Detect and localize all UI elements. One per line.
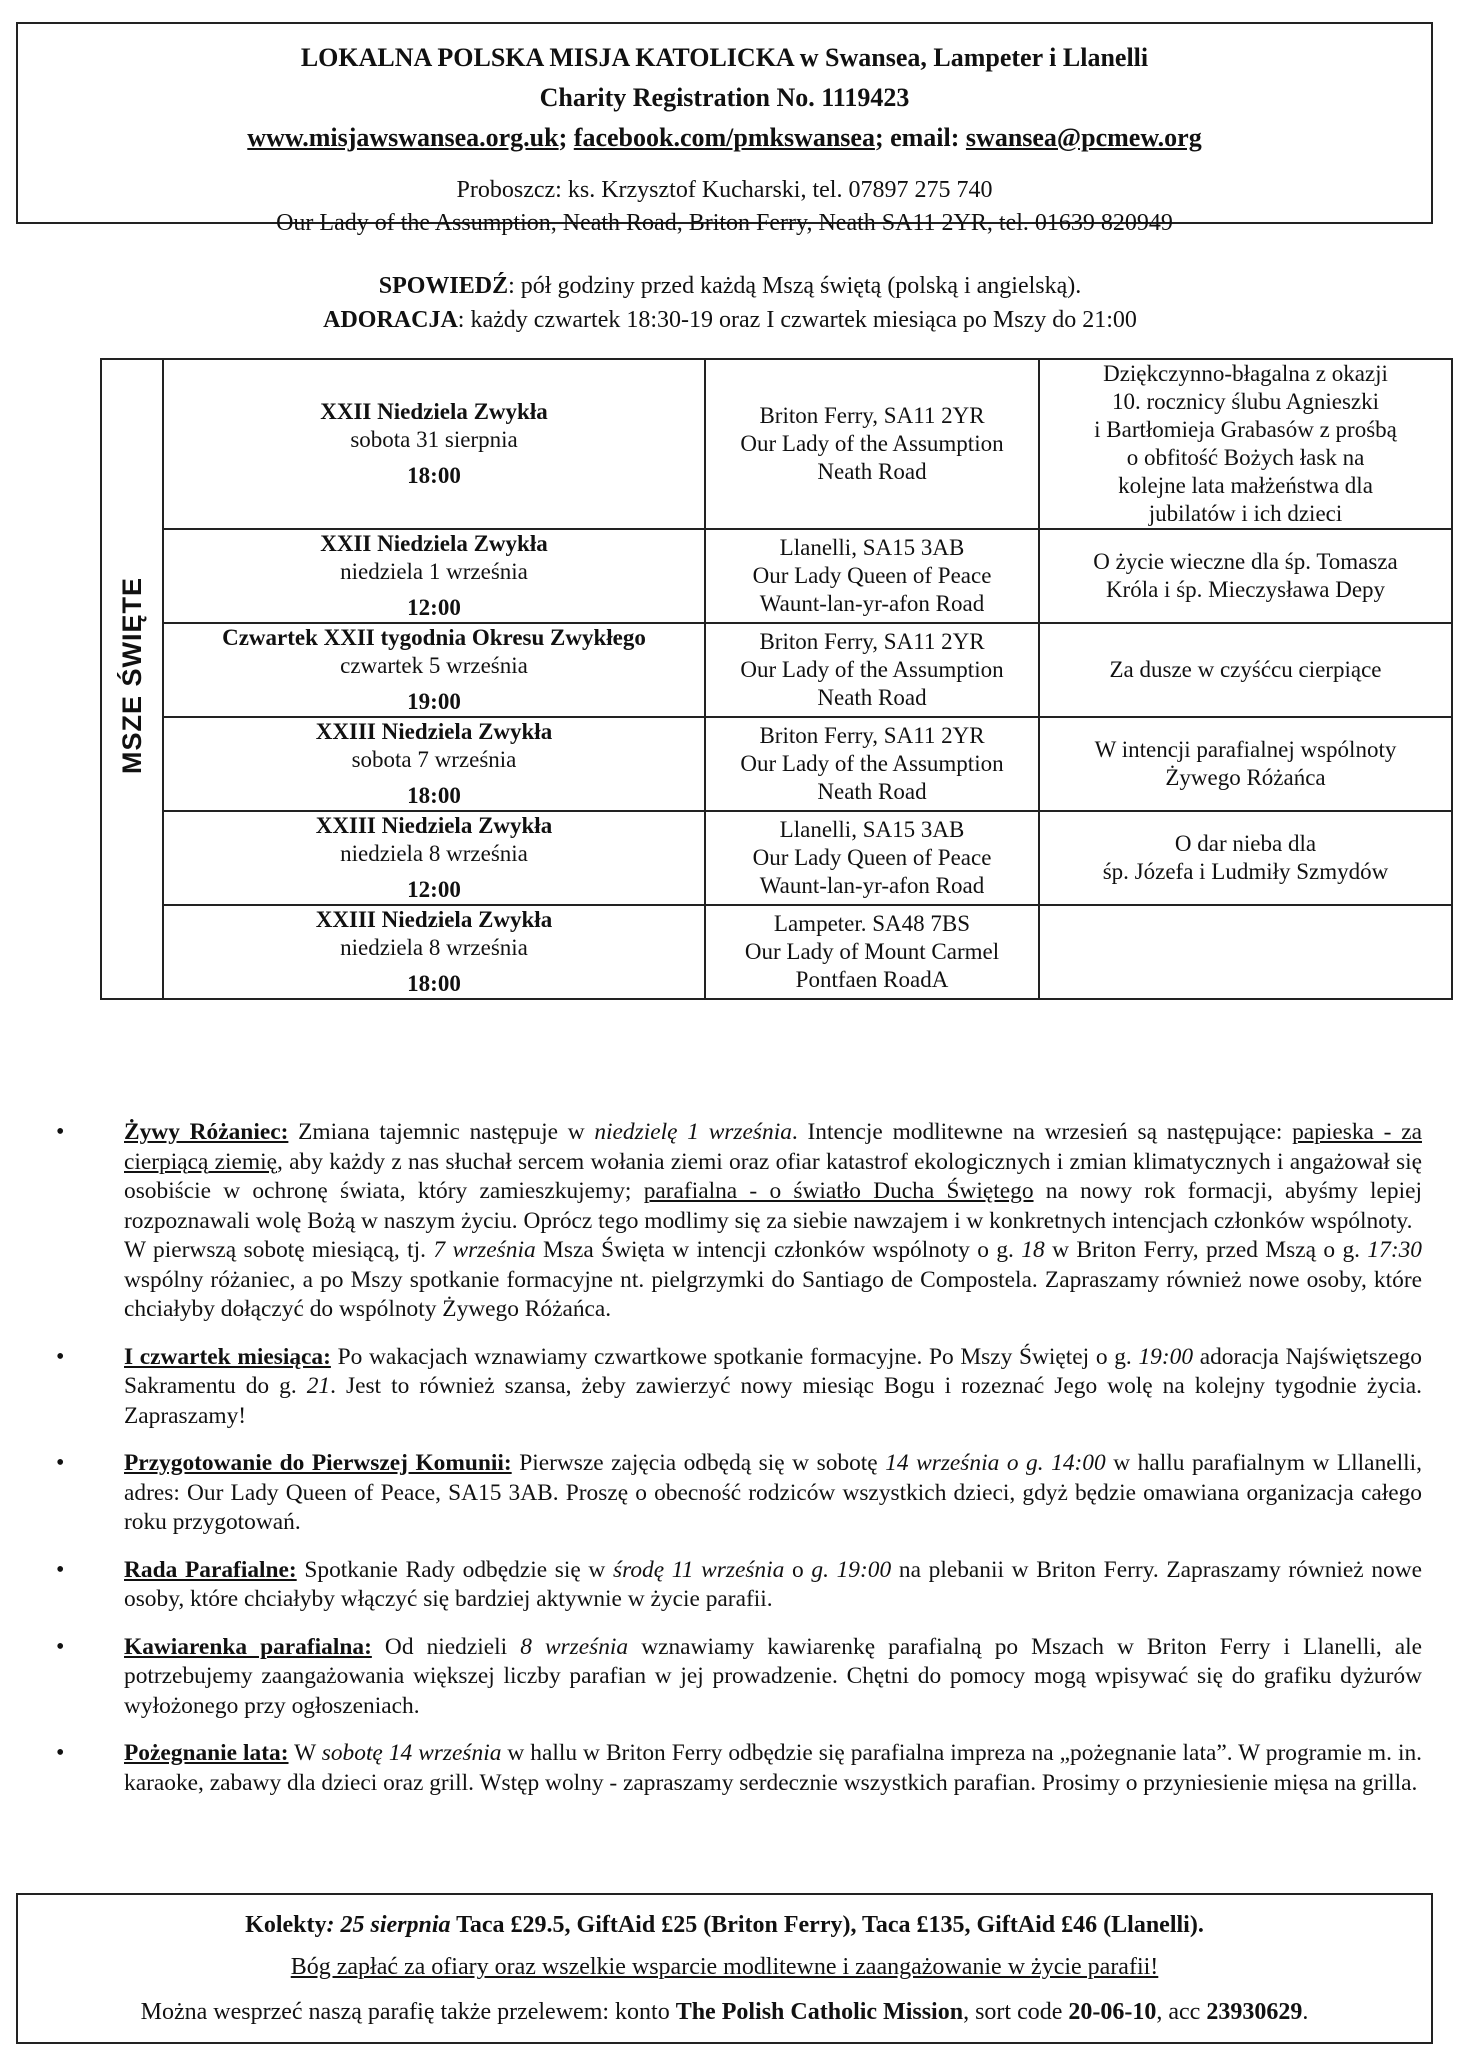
intention-line: Za dusze w czyśćcu cierpiące xyxy=(1109,657,1382,682)
account-name: The Polish Catholic Mission xyxy=(675,1999,964,2025)
announcement-item xyxy=(0,1118,1460,1325)
mass-date: niedziela 8 września xyxy=(340,841,528,866)
location-line: Waunt-lan-yr-afon Road xyxy=(759,591,985,616)
mass-location-cell xyxy=(705,905,1039,999)
mass-row xyxy=(101,717,1452,811)
account-number-label: , acc xyxy=(1156,1999,1207,2025)
body-text: w hallu parafialnym w Lllanelli, adres: Our Lady Queen of Peace, SA15 3AB. Proszę o obecność rodziców wszystkich dzieci, gdyż będzie omawiana organizacja całego roku przygotowań. xyxy=(124,1450,1422,1535)
mass-time: 12:00 xyxy=(407,595,461,620)
body-text: o xyxy=(784,1556,812,1583)
mass-intention-cell xyxy=(1039,623,1452,717)
body-text: . Jest to również szansa, żeby zawierzyć nowy miesiąc Bogu i rozeznać Jego wolę na kolejny tygodnie życia. Zapraszamy! xyxy=(124,1373,1422,1429)
bullet-dot: • xyxy=(56,1119,65,1145)
emphasis-text: 8 września xyxy=(520,1633,629,1660)
mass-time: 19:00 xyxy=(407,689,461,714)
mass-date: niedziela 8 września xyxy=(340,935,528,960)
collections-date: : 25 sierpnia xyxy=(326,1912,451,1938)
email-label: ; email: xyxy=(874,123,966,152)
body-text: Pierwsze zajęcia odbędą się w sobotę xyxy=(511,1450,886,1476)
intention-line: Króla i śp. Mieczysława Depy xyxy=(1105,577,1386,602)
mass-location-cell xyxy=(705,811,1039,905)
body-text: Msza Święta w intencji członków wspólnoty o g. xyxy=(535,1237,1022,1263)
mass-name-cell xyxy=(163,811,705,905)
intention-line: Żywego Różańca xyxy=(1165,765,1326,790)
bullet-dot: • xyxy=(56,1740,65,1766)
intention-line: o obfitość Bożych łask na xyxy=(1126,445,1365,470)
announcement-text xyxy=(124,1343,1422,1432)
thanks-line: Bóg zapłać za ofiary oraz wszelkie wsparcie modlitewne i zaangażowanie w życie parafii! xyxy=(290,1954,1159,1980)
collections-line xyxy=(18,1910,1431,1940)
website-link[interactable]: www.misjawswansea.org.uk xyxy=(247,123,559,152)
body-text: wznawiamy kawiarenkę parafialną po Mszach w Briton Ferry i Llanelli, ale potrzebujemy zaangażowania większej liczby parafian w jej prowadzenie. Chętni do pomocy mogą wpisywać się do grafiku dyżurów wyłożonego przy ogłoszeniach. xyxy=(124,1633,1422,1719)
intention-line: O życie wieczne dla śp. Tomasza xyxy=(1093,549,1398,574)
footer-box xyxy=(16,1893,1433,2044)
contact-line xyxy=(18,118,1431,158)
body-text: , aby każdy z nas słuchał sercem wołania ziemi oraz ofiar katastrof ekologicznych i zmian klimatycznych i angażował się osobiście w ochronę świata, który zamieszkujemy; xyxy=(124,1148,1423,1204)
intention-line: jubilatów i ich dzieci xyxy=(1148,501,1343,526)
body-text: adoracja Najświętszego Sakramentu do g. xyxy=(124,1343,1422,1399)
transfer-end: . xyxy=(1302,1999,1309,2025)
location-line: Our Lady of the Assumption xyxy=(740,431,1004,456)
body-text: w hallu w Briton Ferry odbędzie się parafialna impreza na „pożegnanie lata”. W programie m. in. karaoke, zabawy dla dzieci oraz grill. Wstęp wolny - zapraszamy serdecznie wszystkich parafian. Prosimy o przyniesienie mięsa na grilla. xyxy=(124,1740,1422,1796)
mass-row xyxy=(101,529,1452,623)
mass-intention-cell xyxy=(1039,529,1452,623)
announcement-item xyxy=(0,1739,1460,1798)
mass-title: XXIII Niedziela Zwykła xyxy=(315,719,553,744)
mass-name-cell xyxy=(163,717,705,811)
announcement-item xyxy=(0,1343,1460,1432)
announcement-title: Pożegnanie lata: xyxy=(124,1740,289,1766)
mass-time: 18:00 xyxy=(407,971,461,996)
charity-number: Charity Registration No. 1119423 xyxy=(539,83,910,112)
transfer-intro: Można wesprzeć naszą parafię także przelewem: konto xyxy=(140,1999,676,2025)
mass-name-cell xyxy=(163,905,705,999)
mass-row xyxy=(101,623,1452,717)
location-line: Lampeter. SA48 7BS xyxy=(773,911,971,936)
sort-code-label: , sort code xyxy=(963,1999,1069,2025)
masses-side-label: MSZE ŚWIĘTE xyxy=(117,576,147,774)
body-text: . Intencje modlitewne na wrzesień są następujące: xyxy=(791,1119,1293,1145)
location-line: Llanelli, SA15 3AB xyxy=(779,535,965,560)
mass-name-cell xyxy=(163,529,705,623)
body-text: Spotkanie Rady odbędzie się w xyxy=(296,1556,614,1583)
mass-row xyxy=(101,905,1452,999)
announcement-text xyxy=(124,1633,1422,1722)
mass-row xyxy=(101,359,1452,529)
address-line: Our Lady of the Assumption, Neath Road, Briton Ferry, Neath SA11 2YR, tel. 01639 820949 xyxy=(276,210,1173,236)
intention-line: 10. rocznicy ślubu Agnieszki xyxy=(1111,389,1379,414)
emphasis-text: niedzielę 1 września xyxy=(594,1119,792,1145)
mass-schedule-table xyxy=(100,358,1453,1000)
location-line: Our Lady of the Assumption xyxy=(740,657,1004,682)
body-text: W pierwszą sobotę miesiącą, tj. xyxy=(124,1237,434,1263)
mass-date: sobota 7 września xyxy=(351,747,517,772)
intention-line: O dar nieba dla xyxy=(1174,831,1317,856)
intention-line: i Bartłomieja Grabasów z prośbą xyxy=(1094,417,1397,442)
announcement-title: Przygotowanie do Pierwszej Komunii: xyxy=(124,1450,512,1476)
emphasis-text: 17:30 xyxy=(1367,1237,1422,1263)
intention-line: Dziękczynno-błagalna z okazji xyxy=(1103,361,1388,386)
announcement-item xyxy=(0,1633,1460,1722)
mass-intention-cell xyxy=(1039,359,1452,529)
emphasis-text: sobotę 14 września xyxy=(321,1740,502,1766)
announcement-text xyxy=(124,1739,1422,1798)
location-line: Briton Ferry, SA11 2YR xyxy=(759,629,985,654)
side-label-cell xyxy=(101,359,163,999)
announcement-title: I czwartek miesiąca: xyxy=(124,1343,331,1370)
announcement-title: Rada Parafialne: xyxy=(124,1556,297,1583)
body-text: Od niedzieli xyxy=(371,1633,521,1660)
collections-text: Taca £29.5, GiftAid £25 (Briton Ferry), Taca £135, GiftAid £46 (Llanelli). xyxy=(450,1912,1204,1938)
mass-time: 18:00 xyxy=(407,463,461,488)
mass-date: sobota 31 sierpnia xyxy=(350,427,518,452)
location-line: Our Lady of Mount Carmel xyxy=(744,939,1000,964)
facebook-link[interactable]: facebook.com/pmkswansea xyxy=(573,123,875,152)
mass-time: 18:00 xyxy=(407,783,461,808)
body-text: Po wakacjach wznawiamy czwartkowe spotkanie formacyjne. Po Mszy Świętej o g. xyxy=(330,1343,1139,1370)
intention-line: W intencji parafialnej wspólnoty xyxy=(1094,737,1397,762)
intention-highlight: parafialna - o światło Ducha Świętego xyxy=(643,1178,1034,1204)
bullet-dot: • xyxy=(56,1343,65,1370)
emphasis-text: 19:00 xyxy=(1138,1343,1194,1370)
emphasis-text: 14 września o g. 14:00 xyxy=(885,1450,1106,1476)
priest-line: Proboszcz: ks. Krzysztof Kucharski, tel. 07897 275 740 xyxy=(456,177,993,203)
location-line: Neath Road xyxy=(817,779,927,804)
location-line: Llanelli, SA15 3AB xyxy=(779,817,965,842)
announcement-text xyxy=(124,1556,1422,1615)
mass-date: czwartek 5 września xyxy=(340,653,528,678)
header-box xyxy=(16,22,1433,236)
emphasis-text: 18 xyxy=(1021,1237,1045,1263)
mass-location-cell xyxy=(705,529,1039,623)
location-line: Neath Road xyxy=(817,685,927,710)
mass-date: niedziela 1 września xyxy=(340,559,528,584)
announcement-item xyxy=(0,1556,1460,1615)
mass-title: XXIII Niedziela Zwykła xyxy=(315,813,553,838)
mass-location-cell xyxy=(705,623,1039,717)
location-line: Neath Road xyxy=(817,459,927,484)
confession-label: SPOWIEDŹ xyxy=(378,273,509,299)
sort-code: 20-06-10 xyxy=(1068,1999,1157,2025)
confession-info xyxy=(0,270,1460,302)
mass-location-cell xyxy=(705,359,1039,529)
mass-title: XXII Niedziela Zwykła xyxy=(320,399,548,424)
mass-name-cell xyxy=(163,623,705,717)
announcement-item xyxy=(0,1449,1460,1538)
email-link[interactable]: swansea@pcmew.org xyxy=(965,123,1202,152)
body-text: w Briton Ferry, przed Mszą o g. xyxy=(1044,1237,1368,1263)
location-line: Pontfaen RoadA xyxy=(795,967,949,992)
announcement-title: Kawiarenka parafialna: xyxy=(124,1633,372,1660)
body-text: W xyxy=(288,1740,322,1766)
mass-row xyxy=(101,811,1452,905)
location-line: Briton Ferry, SA11 2YR xyxy=(759,723,985,748)
emphasis-text: 21 xyxy=(306,1373,331,1399)
bullet-dot: • xyxy=(56,1450,65,1476)
body-text: na plebanii w Briton Ferry. Zapraszamy również nowe osoby, które chciałyby włączyć się bardziej aktywnie w życie parafii. xyxy=(124,1556,1423,1612)
adoration-info xyxy=(0,304,1460,336)
body-text: Zmiana tajemnic następuje w xyxy=(288,1119,595,1145)
announcement-text xyxy=(124,1118,1422,1325)
mass-title: XXIII Niedziela Zwykła xyxy=(315,907,553,932)
mission-title: LOKALNA POLSKA MISJA KATOLICKA w Swansea, Lampeter i Llanelli xyxy=(300,43,1149,72)
location-line: Waunt-lan-yr-afon Road xyxy=(759,873,985,898)
account-number: 23930629 xyxy=(1206,1999,1303,2025)
collections-label: Kolekty xyxy=(245,1912,327,1938)
adoration-text: : każdy czwartek 18:30-19 oraz I czwartek miesiąca po Mszy do 21:00 xyxy=(457,307,1137,333)
emphasis-text: 7 września xyxy=(433,1237,536,1263)
location-line: Our Lady Queen of Peace xyxy=(752,845,992,870)
bullet-dot: • xyxy=(56,1633,65,1660)
contact-separator: ; xyxy=(558,123,568,152)
confession-text: : pół godziny przed każdą Mszą świętą (polską i angielską). xyxy=(508,273,1082,299)
announcement-title: Żywy Różaniec: xyxy=(124,1119,289,1145)
adoration-label: ADORACJA xyxy=(323,307,458,333)
mass-time: 12:00 xyxy=(407,877,461,902)
bullet-dot: • xyxy=(56,1556,65,1583)
location-line: Our Lady Queen of Peace xyxy=(752,563,992,588)
intention-line: kolejne lata małżeństwa dla xyxy=(1118,473,1373,498)
mass-title: XXII Niedziela Zwykła xyxy=(320,531,548,556)
intention-line: śp. Józefa i Ludmiły Szmydów xyxy=(1102,859,1389,884)
announcement-text xyxy=(124,1449,1422,1538)
location-line: Briton Ferry, SA11 2YR xyxy=(759,403,985,428)
location-line: Our Lady of the Assumption xyxy=(740,751,1004,776)
mass-location-cell xyxy=(705,717,1039,811)
mass-intention-cell xyxy=(1039,717,1452,811)
mass-intention-cell xyxy=(1039,811,1452,905)
body-text: wspólny różaniec, a po Mszy spotkanie formacyjne nt. pielgrzymki do Santiago de Compostela. Zapraszamy również nowe osoby, które chciałyby dołączyć do wspólnoty Żywego Różańca. xyxy=(124,1266,1422,1322)
announcements-list xyxy=(0,1118,1460,1816)
mass-title: Czwartek XXII tygodnia Okresu Zwykłego xyxy=(222,625,646,650)
intention-highlight: papieska - za cierpiącą ziemię xyxy=(124,1119,1422,1175)
mass-name-cell xyxy=(163,359,705,529)
emphasis-text: g. 19:00 xyxy=(811,1556,892,1583)
emphasis-text: środę 11 września xyxy=(613,1556,785,1583)
bank-transfer-line xyxy=(18,1997,1431,2027)
body-text: na nowy rok formacji, abyśmy lepiej rozpoznawali wolę Bożą w naszym życiu. Oprócz tego modlimy się za siebie nawzajem i w konkretnych intencjach członków wspólnoty. xyxy=(124,1178,1422,1234)
mass-intention-cell xyxy=(1039,905,1452,999)
